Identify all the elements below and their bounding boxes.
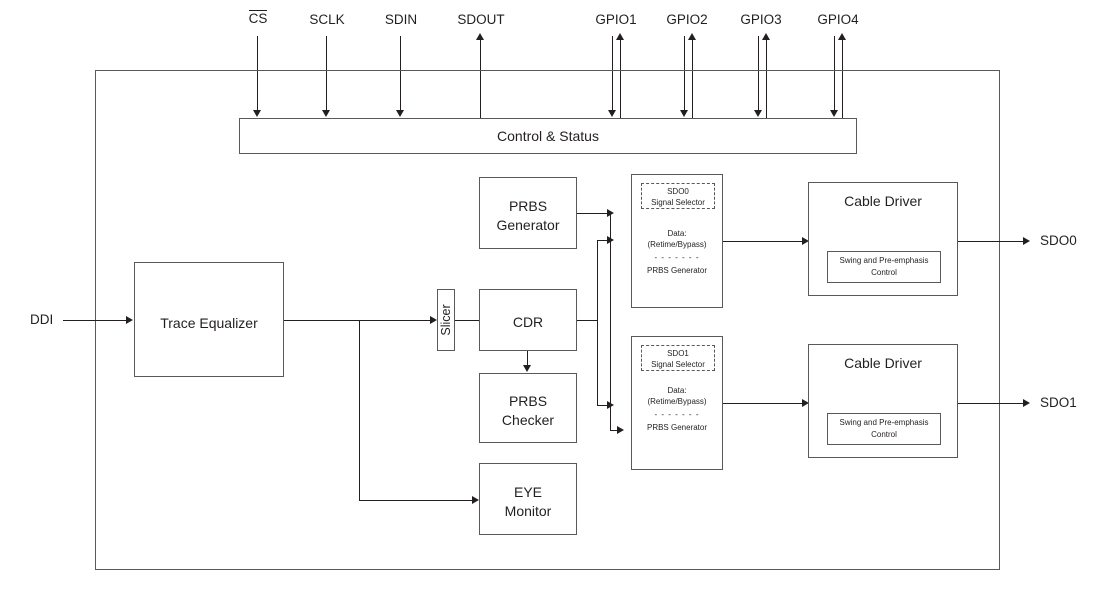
slicer-label: Slicer bbox=[439, 304, 453, 336]
prbs-checker-label-1: PRBS bbox=[508, 393, 548, 409]
prbs-generator-label-1: PRBS bbox=[508, 198, 548, 214]
cable-driver-1-label: Cable Driver bbox=[844, 355, 922, 371]
pin-label-sdout: SDOUT bbox=[457, 12, 505, 27]
cable-driver-1-block bbox=[808, 344, 958, 458]
sdo0-selector-divider: - - - - - - - bbox=[654, 253, 700, 262]
pin-label-gpio1: GPIO1 bbox=[595, 12, 637, 27]
sdo1-out-line bbox=[958, 403, 1026, 404]
sdo1-sel-in-arrow-prbs bbox=[617, 426, 624, 434]
prbs-gen-out-line bbox=[577, 213, 610, 214]
cdr-to-checker-line bbox=[527, 351, 528, 366]
eye-monitor-block bbox=[479, 463, 577, 535]
prbs-checker-block bbox=[479, 373, 577, 443]
pin-arrow-gpio1-up bbox=[616, 33, 624, 40]
sdo1-selector-block bbox=[631, 336, 723, 470]
cable-driver-1-control bbox=[827, 413, 941, 445]
cable-driver-0-label: Cable Driver bbox=[844, 193, 922, 209]
cdr-out-line bbox=[577, 320, 597, 321]
pin-label-sclk: SCLK bbox=[309, 12, 345, 27]
input-label-ddi: DDI bbox=[30, 312, 54, 327]
output-label-sdo1: SDO1 bbox=[1040, 395, 1077, 410]
trace-eq-out-line bbox=[284, 320, 432, 321]
pin-label-cs bbox=[238, 10, 278, 27]
sdo0-selector-block bbox=[631, 174, 723, 308]
sdo1-selector-title-2: Signal Selector bbox=[651, 359, 705, 369]
sdo1-selector-divider: - - - - - - - bbox=[654, 410, 700, 419]
sdo0-selector-data-label: Data: bbox=[667, 229, 687, 238]
pin-label-cs-text: CS bbox=[248, 11, 268, 26]
prbs-generator-label-2: Generator bbox=[496, 217, 560, 233]
sdo1-selector-data-mode: (Retime/Bypass) bbox=[647, 397, 707, 406]
sdo0-out-line bbox=[958, 241, 1026, 242]
output-label-sdo0: SDO0 bbox=[1040, 233, 1077, 248]
cable-driver-0-control-line1: Swing and Pre-emphasis bbox=[839, 256, 929, 266]
pin-label-sdin: SDIN bbox=[384, 12, 418, 27]
trace-equalizer-label: Trace Equalizer bbox=[160, 315, 258, 331]
sdo0-selector-title-box bbox=[641, 183, 715, 209]
slicer-in-arrow bbox=[430, 316, 437, 324]
sdo0-selector-prbs-label: PRBS Generator bbox=[646, 266, 708, 275]
prbs-gen-branch-vline bbox=[610, 213, 611, 430]
sdo0-sel-to-driver-line bbox=[723, 241, 805, 242]
eye-monitor-in-arrow bbox=[472, 496, 479, 504]
sdo1-selector-prbs-label: PRBS Generator bbox=[646, 423, 708, 432]
cdr-label: CDR bbox=[512, 314, 544, 330]
pin-arrow-gpio3-up bbox=[762, 33, 770, 40]
slicer-block bbox=[437, 289, 455, 351]
cable-driver-0-control-line2: Control bbox=[871, 268, 897, 277]
cable-driver-1-control-line1: Swing and Pre-emphasis bbox=[839, 418, 929, 428]
sdo1-out-arrow bbox=[1023, 399, 1030, 407]
prbs-generator-block bbox=[479, 177, 577, 249]
eye-monitor-label-1: EYE bbox=[513, 484, 542, 500]
pin-arrow-gpio4-up bbox=[838, 33, 846, 40]
sdo1-selector-data-label: Data: bbox=[667, 386, 687, 395]
cable-driver-0-block bbox=[808, 182, 958, 296]
pin-label-gpio2: GPIO2 bbox=[666, 12, 708, 27]
sdo1-selector-title-box bbox=[641, 345, 715, 371]
sdo0-selector-title-2: Signal Selector bbox=[651, 197, 705, 207]
pin-label-gpio4: GPIO4 bbox=[817, 12, 859, 27]
prbs-checker-label-2: Checker bbox=[501, 412, 555, 428]
trace-equalizer-block bbox=[134, 262, 284, 377]
pin-arrow-sdout bbox=[476, 33, 484, 40]
pin-label-gpio3: GPIO3 bbox=[740, 12, 782, 27]
control-status-block bbox=[239, 118, 857, 154]
cable-driver-1-control-line2: Control bbox=[871, 430, 897, 439]
ddi-arrow bbox=[126, 316, 133, 324]
ddi-line bbox=[63, 320, 127, 321]
eye-monitor-label-2: Monitor bbox=[504, 503, 552, 519]
sdo1-sel-to-driver-line bbox=[723, 403, 805, 404]
pin-arrow-gpio2-up bbox=[688, 33, 696, 40]
sdo0-selector-data-mode: (Retime/Bypass) bbox=[647, 240, 707, 249]
control-status-label: Control & Status bbox=[497, 128, 599, 144]
cdr-block bbox=[479, 289, 577, 351]
cdr-to-checker-arrow bbox=[523, 365, 531, 372]
slicer-to-cdr-line bbox=[455, 320, 479, 321]
sdo0-selector-title-1: SDO0 bbox=[667, 187, 689, 196]
eye-branch-vline bbox=[359, 320, 360, 500]
sdo0-out-arrow bbox=[1023, 237, 1030, 245]
eye-branch-hline bbox=[359, 500, 476, 501]
cdr-out-vbus bbox=[597, 240, 598, 405]
sdo1-selector-title-1: SDO1 bbox=[667, 349, 689, 358]
cable-driver-0-control bbox=[827, 251, 941, 283]
